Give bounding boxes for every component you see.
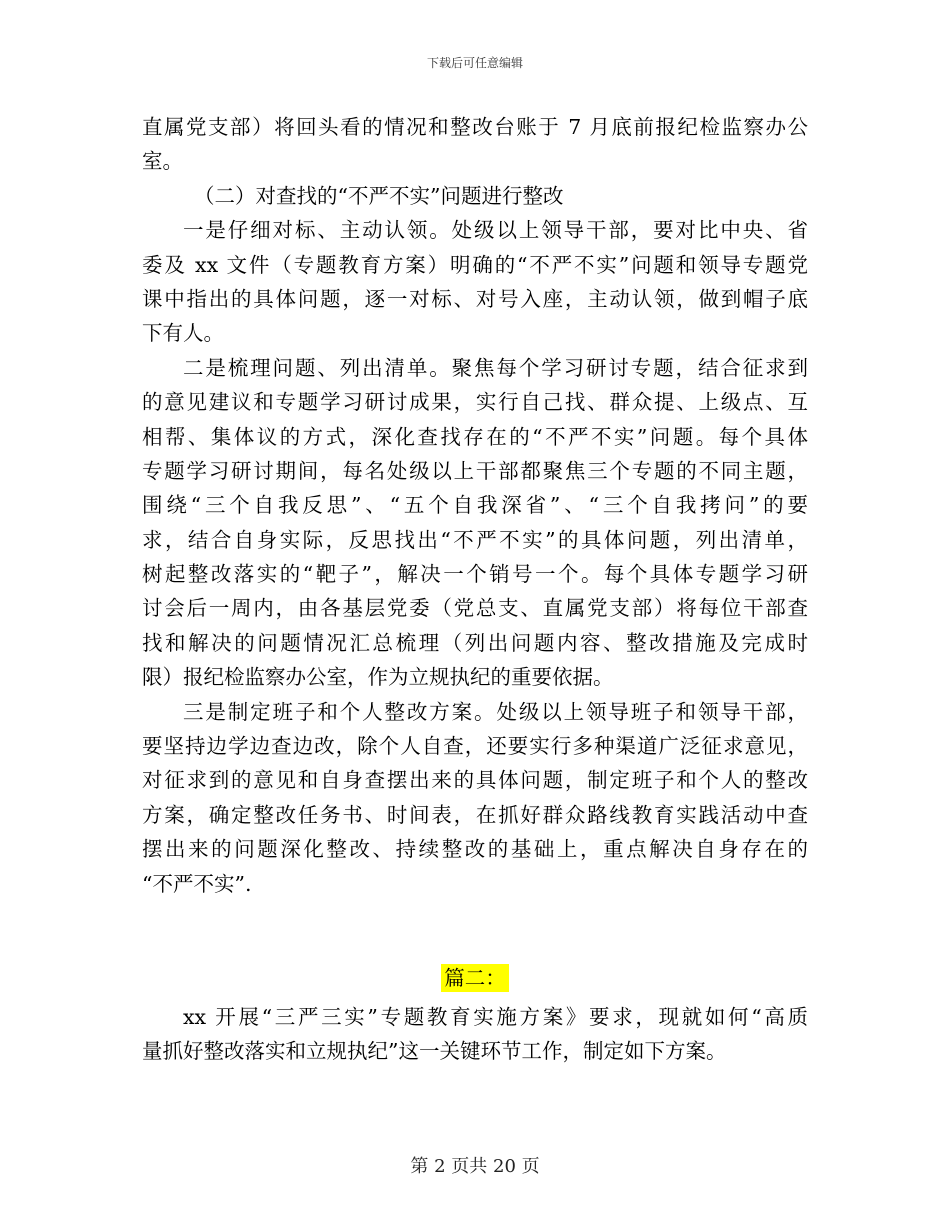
paragraph-line: “不严不实”. (142, 871, 252, 896)
section-heading (0, 962, 950, 994)
paragraph-line: 量抓好整改落实和立规执纪”这一关键环节工作，制定如下方案。 (142, 1039, 727, 1064)
paragraph-line: 围绕“三个自我反思”、“五个自我深省”、“三个自我拷问”的要 (142, 493, 808, 518)
paragraph-line: 找和解决的问题情况汇总梳理（列出问题内容、整改措施及完成时 (142, 630, 808, 655)
paragraph-line: 二是梳理问题、列出清单。聚焦每个学习研讨专题，结合征求到 (183, 355, 808, 380)
paragraph-line: 方案，确定整改任务书、时间表，在抓好群众路线教育实践活动中查 (142, 802, 808, 827)
paragraph-line: 树起整改落实的“靶子”，解决一个销号一个。每个具体专题学习研 (142, 562, 808, 587)
paragraph-line: 课中指出的具体问题，逐一对标、对号入座，主动认领，做到帽子底 (142, 286, 808, 311)
paragraph-line: 相帮、集体议的方式，深化查找存在的“不严不实”问题。每个具体 (142, 424, 808, 449)
paragraph-line: 讨会后一周内，由各基层党委（党总支、直属党支部）将每位干部查 (142, 596, 808, 621)
subsection-heading: （二）对查找的“不严不实”问题进行整改 (194, 183, 564, 208)
paragraph-line: 一是仔细对标、主动认领。处级以上领导干部，要对比中央、省 (183, 218, 808, 243)
paragraph-line: 求，结合自身实际，反思找出“不严不实”的具体问题，列出清单， (142, 527, 808, 552)
document-body (142, 110, 808, 901)
page-header: 下载后可任意编辑 (426, 56, 523, 70)
paragraph-line: 直属党支部）将回头看的情况和整改台账于 7 月底前报纪检监察办公 (142, 115, 808, 139)
section-body (142, 1000, 808, 1069)
paragraph-line: 三是制定班子和个人整改方案。处级以上领导班子和领导干部， (183, 699, 808, 724)
paragraph-line: 限）报纪检监察办公室，作为立规执纪的重要依据。 (142, 665, 614, 690)
paragraph-line: 室。 (142, 149, 183, 174)
paragraph-line: 的意见建议和专题学习研讨成果，实行自己找、群众提、上级点、互 (142, 390, 808, 415)
paragraph-line: 专题学习研讨期间，每名处级以上干部都聚焦三个专题的不同主题， (142, 458, 808, 483)
page-footer: 第 2 页共 20 页 (410, 1156, 540, 1177)
section-heading-highlight: 篇二： (441, 964, 509, 992)
paragraph-line: 要坚持边学边查边改，除个人自查，还要实行多种渠道广泛征求意见， (142, 734, 808, 759)
paragraph-line: 对征求到的意见和自身查摆出来的具体问题，制定班子和个人的整改 (142, 768, 808, 793)
paragraph-line: 摆出来的问题深化整改、持续整改的基础上，重点解决自身存在的 (142, 837, 808, 862)
paragraph-line: 下有人。 (142, 321, 224, 346)
paragraph-line: xx 开展“三严三实”专题教育实施方案》要求，现就如何“高质 (183, 1005, 808, 1029)
paragraph-line: 委及 xx 文件（专题教育方案）明确的“不严不实”问题和领导专题党 (142, 252, 808, 277)
